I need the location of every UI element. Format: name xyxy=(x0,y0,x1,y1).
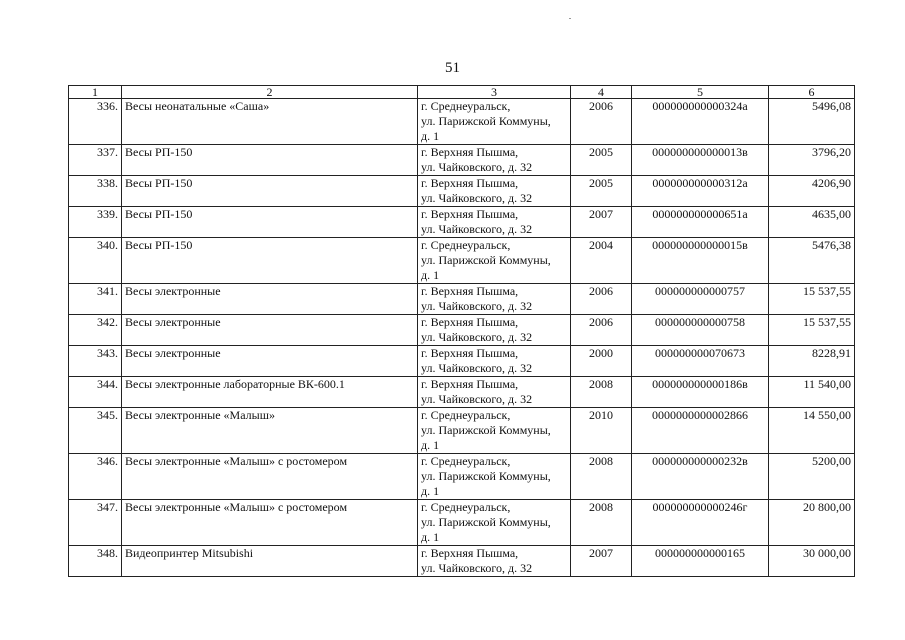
inventory-number: 000000000000165 xyxy=(632,546,769,577)
page-number: 51 xyxy=(445,60,460,76)
item-name: Весы РП-150 xyxy=(122,145,418,176)
column-header: 3 xyxy=(418,86,571,99)
row-number: 345. xyxy=(69,408,122,454)
item-year: 2007 xyxy=(571,546,632,577)
item-cost: 8228,91 xyxy=(769,346,855,377)
item-cost: 4206,90 xyxy=(769,176,855,207)
item-address: г. Верхняя Пышма, ул. Чайковского, д. 32 xyxy=(418,284,571,315)
item-cost: 11 540,00 xyxy=(769,377,855,408)
item-year: 2008 xyxy=(571,500,632,546)
inventory-number: 0000000000002866 xyxy=(632,408,769,454)
row-number: 337. xyxy=(69,145,122,176)
row-number: 341. xyxy=(69,284,122,315)
item-cost: 4635,00 xyxy=(769,207,855,238)
item-cost: 15 537,55 xyxy=(769,315,855,346)
item-address: г. Верхняя Пышма, ул. Чайковского, д. 32 xyxy=(418,145,571,176)
item-cost: 3796,20 xyxy=(769,145,855,176)
inventory-number: 000000000000651а xyxy=(632,207,769,238)
item-year: 2005 xyxy=(571,176,632,207)
table-row xyxy=(69,176,855,207)
inventory-number: 000000000000312а xyxy=(632,176,769,207)
table-row xyxy=(69,238,855,284)
row-number: 346. xyxy=(69,454,122,500)
inventory-number: 000000000070673 xyxy=(632,346,769,377)
column-header: 6 xyxy=(769,86,855,99)
table-row xyxy=(69,546,855,577)
table-row xyxy=(69,207,855,238)
item-address: г. Среднеуральск, ул. Парижской Коммуны, д. 1 xyxy=(418,500,571,546)
table-row xyxy=(69,500,855,546)
item-year: 2008 xyxy=(571,454,632,500)
row-number: 348. xyxy=(69,546,122,577)
item-name: Весы РП-150 xyxy=(122,207,418,238)
item-name: Весы электронные «Малыш» xyxy=(122,408,418,454)
inventory-number: 000000000000324а xyxy=(632,99,769,145)
inventory-number: 000000000000246г xyxy=(632,500,769,546)
row-number: 342. xyxy=(69,315,122,346)
item-name: Весы электронные лабораторные ВК-600.1 xyxy=(122,377,418,408)
table-row xyxy=(69,408,855,454)
item-address: г. Верхняя Пышма, ул. Чайковского, д. 32 xyxy=(418,315,571,346)
row-number: 344. xyxy=(69,377,122,408)
inventory-number: 000000000000186в xyxy=(632,377,769,408)
item-year: 2008 xyxy=(571,377,632,408)
inventory-number: 000000000000013в xyxy=(632,145,769,176)
inventory-number: 000000000000757 xyxy=(632,284,769,315)
item-address: г. Среднеуральск, ул. Парижской Коммуны, д. 1 xyxy=(418,99,571,145)
item-cost: 14 550,00 xyxy=(769,408,855,454)
row-number: 336. xyxy=(69,99,122,145)
item-year: 2006 xyxy=(571,99,632,145)
row-number: 339. xyxy=(69,207,122,238)
table-row xyxy=(69,454,855,500)
item-year: 2005 xyxy=(571,145,632,176)
item-name: Весы неонатальные «Саша» xyxy=(122,99,418,145)
scan-speck xyxy=(569,18,571,19)
item-name: Видеопринтер Mitsubishi xyxy=(122,546,418,577)
inventory-number: 000000000000232в xyxy=(632,454,769,500)
item-cost: 5200,00 xyxy=(769,454,855,500)
row-number: 347. xyxy=(69,500,122,546)
item-year: 2007 xyxy=(571,207,632,238)
column-header: 5 xyxy=(632,86,769,99)
inventory-number: 000000000000015в xyxy=(632,238,769,284)
item-address: г. Среднеуральск, ул. Парижской Коммуны, д. 1 xyxy=(418,454,571,500)
row-number: 338. xyxy=(69,176,122,207)
table-row xyxy=(69,284,855,315)
item-name: Весы электронные xyxy=(122,315,418,346)
item-cost: 30 000,00 xyxy=(769,546,855,577)
inventory-number: 000000000000758 xyxy=(632,315,769,346)
row-number: 343. xyxy=(69,346,122,377)
table-row xyxy=(69,346,855,377)
item-address: г. Верхняя Пышма, ул. Чайковского, д. 32 xyxy=(418,346,571,377)
item-name: Весы РП-150 xyxy=(122,176,418,207)
item-name: Весы электронные xyxy=(122,346,418,377)
item-year: 2006 xyxy=(571,284,632,315)
item-address: г. Верхняя Пышма, ул. Чайковского, д. 32 xyxy=(418,207,571,238)
table-row xyxy=(69,145,855,176)
column-header: 1 xyxy=(69,86,122,99)
column-header: 2 xyxy=(122,86,418,99)
item-year: 2006 xyxy=(571,315,632,346)
item-name: Весы электронные «Малыш» с ростомером xyxy=(122,500,418,546)
item-address: г. Верхняя Пышма, ул. Чайковского, д. 32 xyxy=(418,546,571,577)
item-year: 2000 xyxy=(571,346,632,377)
item-address: г. Верхняя Пышма, ул. Чайковского, д. 32 xyxy=(418,176,571,207)
item-cost: 20 800,00 xyxy=(769,500,855,546)
column-header: 4 xyxy=(571,86,632,99)
table-row xyxy=(69,315,855,346)
item-name: Весы электронные xyxy=(122,284,418,315)
item-address: г. Верхняя Пышма, ул. Чайковского, д. 32 xyxy=(418,377,571,408)
item-cost: 5476,38 xyxy=(769,238,855,284)
item-name: Весы электронные «Малыш» с ростомером xyxy=(122,454,418,500)
item-year: 2010 xyxy=(571,408,632,454)
row-number: 340. xyxy=(69,238,122,284)
table-header-row xyxy=(69,86,855,99)
inventory-table xyxy=(68,85,855,577)
item-cost: 15 537,55 xyxy=(769,284,855,315)
item-year: 2004 xyxy=(571,238,632,284)
item-name: Весы РП-150 xyxy=(122,238,418,284)
table-row xyxy=(69,377,855,408)
table-row xyxy=(69,99,855,145)
item-address: г. Среднеуральск, ул. Парижской Коммуны, д. 1 xyxy=(418,238,571,284)
item-address: г. Среднеуральск, ул. Парижской Коммуны, д. 1 xyxy=(418,408,571,454)
item-cost: 5496,08 xyxy=(769,99,855,145)
